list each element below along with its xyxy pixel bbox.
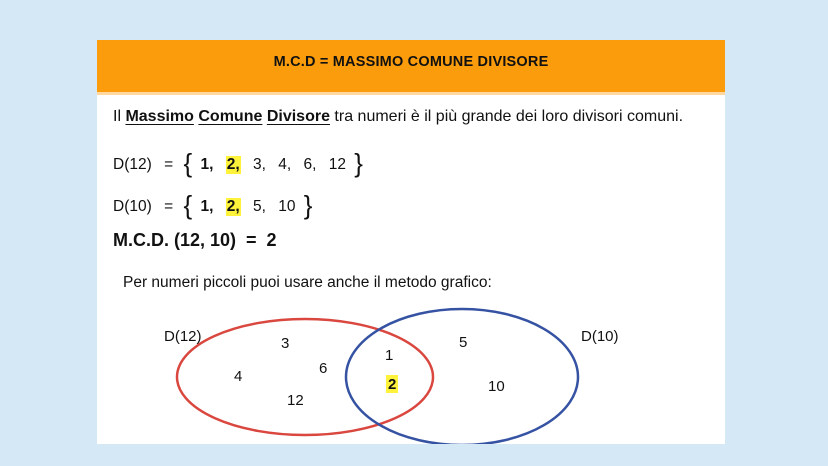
page-title: M.C.D = MASSIMO COMUNE DIVISORE xyxy=(273,54,549,70)
open-brace: { xyxy=(183,190,193,220)
lesson-card xyxy=(97,40,725,444)
divisor-item-highlighted: 2, xyxy=(226,156,240,173)
divisors-10-label: D(10) xyxy=(113,198,152,215)
divisor-item: 5, xyxy=(252,198,266,215)
keyword-comune: Comune xyxy=(198,108,263,125)
venn-item-right: 10 xyxy=(488,378,505,395)
venn-item-common: 1 xyxy=(385,347,394,364)
equals-sign: = xyxy=(164,156,174,173)
venn-item-left: 6 xyxy=(319,360,328,377)
close-brace: } xyxy=(303,190,313,220)
divisor-item: 6, xyxy=(303,156,317,173)
venn-item-left: 3 xyxy=(281,335,290,352)
venn-item-right: 5 xyxy=(459,334,468,351)
divisor-item-highlighted: 2, xyxy=(226,198,240,215)
open-brace: { xyxy=(183,148,193,178)
venn-item-left: 12 xyxy=(287,392,304,409)
definition-rest: tra numeri è il più grande dei loro divisori comuni. xyxy=(334,108,684,125)
divisor-item: 3, xyxy=(252,156,266,173)
equals-sign: = xyxy=(164,198,174,215)
definition-prefix: Il xyxy=(113,108,121,125)
venn-label-10: D(10) xyxy=(581,328,619,345)
close-brace: } xyxy=(354,148,363,178)
divisor-item: 10 xyxy=(278,198,296,215)
venn-label-12: D(12) xyxy=(164,328,202,345)
divisor-item: 1, xyxy=(200,156,214,173)
venn-item-left: 4 xyxy=(234,368,243,385)
keyword-massimo: Massimo xyxy=(125,108,194,125)
divisor-item: 12 xyxy=(328,156,346,173)
graphic-method-intro: Per numeri piccoli puoi usare anche il metodo grafico: xyxy=(123,274,492,291)
divisors-12-label: D(12) xyxy=(113,156,152,173)
divisor-item: 4, xyxy=(278,156,292,173)
venn-item-common-highlighted: 2 xyxy=(388,376,397,393)
mcd-result: M.C.D. (12, 10) = 2 xyxy=(113,230,277,250)
keyword-divisore: Divisore xyxy=(266,108,330,125)
divisor-item: 1, xyxy=(200,198,214,215)
venn-diagram xyxy=(97,40,725,444)
